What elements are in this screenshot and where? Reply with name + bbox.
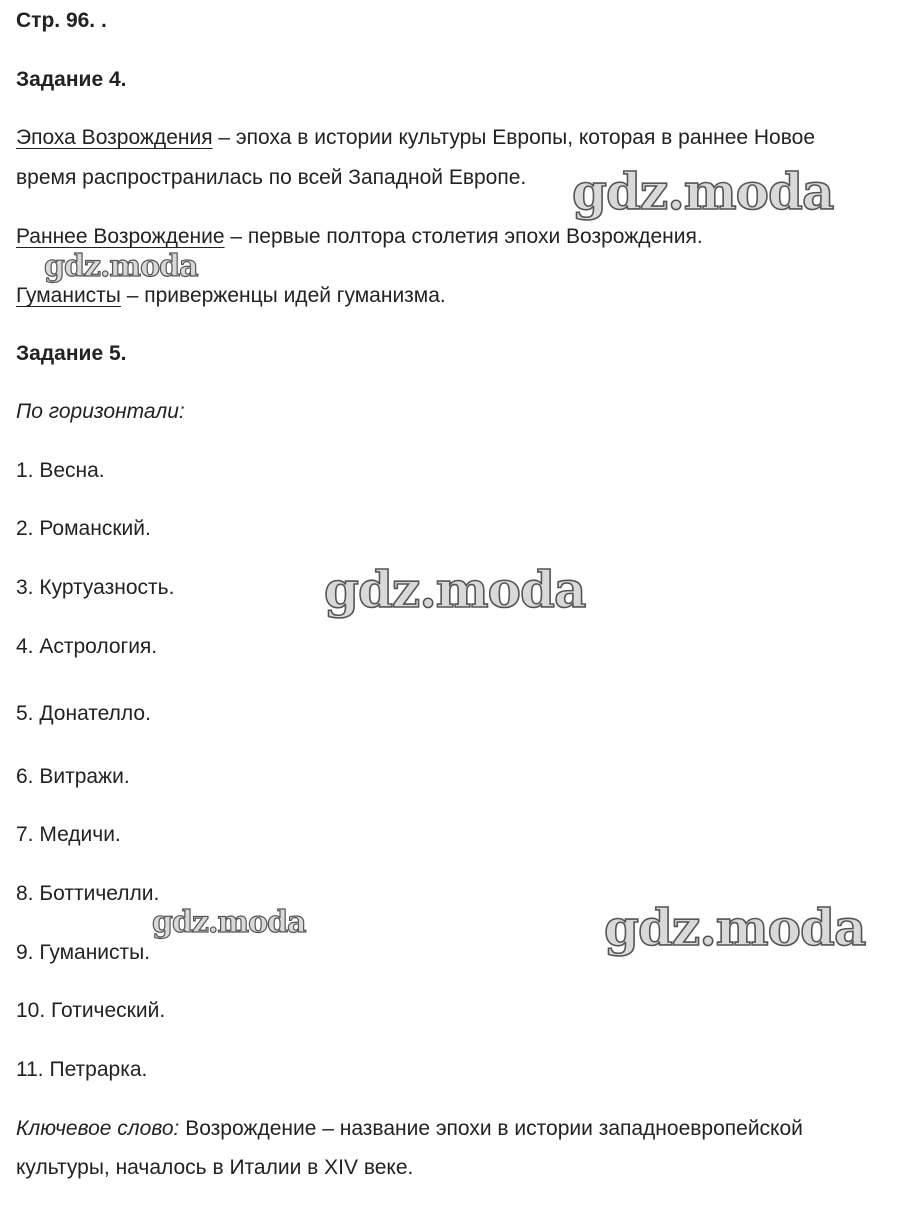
watermark: gdz.moda [324, 560, 586, 619]
answer-item: 11. Петрарка. [16, 1058, 148, 1081]
watermark: gdz.moda [572, 162, 834, 221]
task4-heading: Задание 4. [16, 68, 127, 91]
definition-humanists-text: – приверженцы идей гуманизма. [120, 284, 446, 307]
answer-item: 6. Витражи. [16, 765, 130, 788]
answer-item: 2. Романский. [16, 517, 151, 540]
answer-item: 3. Куртуазность. [16, 576, 175, 599]
task5-heading: Задание 5. [16, 342, 127, 365]
answer-item: 4. Астрология. [16, 635, 158, 658]
answer-item: 1. Весна. [16, 459, 105, 482]
definition-early-renaissance-text: – первые полтора столетия эпохи Возрождения. [224, 225, 703, 248]
answer-item: 9. Гуманисты. [16, 941, 151, 964]
keyword-text: Возрождение – название эпохи в истории западноевропейской [179, 1117, 803, 1140]
task5-subheading: По горизонтали: [16, 400, 185, 423]
watermark: gdz.moda [604, 898, 866, 957]
definition-renaissance-line2: время распространилась по всей Западной Европе. [16, 166, 527, 189]
term-renaissance: Эпоха Возрождения [16, 126, 213, 149]
answer-item: 10. Готический. [16, 999, 166, 1022]
keyword-line [16, 1116, 803, 1142]
term-humanists: Гуманисты [16, 284, 121, 307]
definition-early-renaissance [16, 224, 703, 250]
watermark: gdz.moda [44, 249, 198, 284]
term-early-renaissance: Раннее Возрождение [16, 225, 225, 248]
definition-renaissance [16, 125, 815, 151]
watermark: gdz.moda [152, 905, 306, 940]
answer-item: 7. Медичи. [16, 823, 121, 846]
answer-item: 5. Донателло. [16, 702, 151, 725]
page-title: Стр. 96. . [16, 9, 107, 32]
definition-humanists [16, 283, 446, 309]
keyword-label: Ключевое слово: [16, 1117, 180, 1140]
keyword-line2: культуры, началось в Италии в XIV веке. [16, 1156, 414, 1179]
answer-item: 8. Боттичелли. [16, 882, 160, 905]
definition-renaissance-text: – эпоха в истории культуры Европы, которая в раннее Новое [212, 126, 816, 149]
